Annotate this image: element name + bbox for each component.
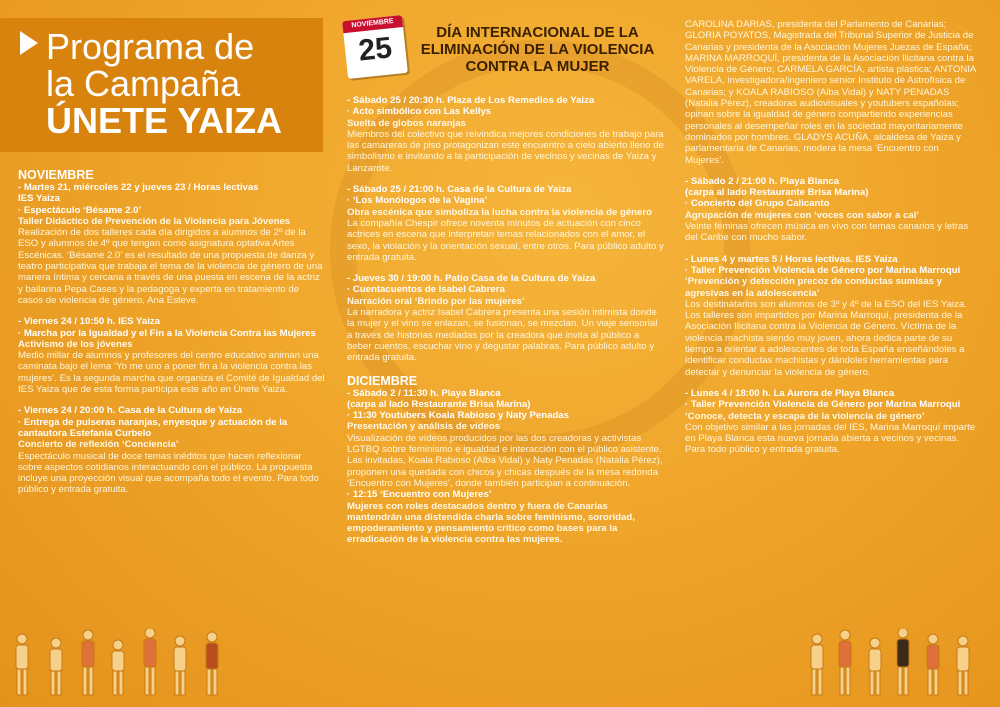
event-place: (carpa al lado Restaurante Brisa Marina) <box>347 398 531 410</box>
event-subtitle: Presentación y análisis de vídeos <box>347 421 501 433</box>
event-block <box>347 95 665 174</box>
month-heading: NOVIEMBRE <box>18 168 94 182</box>
event-subtitle: Narración oral ‘Brindo por las mujeres’ <box>347 295 525 307</box>
event-name: · Entrega de pulseras naranjas, enyesque y actuación de la cantautora Estefanía Curbelo <box>18 416 288 439</box>
event-name: · Taller Prevención Violencia de Género por Marina Marroqui <box>685 264 961 276</box>
title-line-3: ÚNETE YAIZA <box>46 100 283 141</box>
event-date: - Sábado 25 / 20:30 h. Plaza de Los Remedios de Yaiza <box>347 95 595 106</box>
title-line-1: Programa de <box>46 26 255 67</box>
calendar-icon <box>342 15 408 79</box>
event-description: Realización de dos talleres cada día dirigidos a alumnos de 2º de la ESO y alumnos de 4º que tengan como asignatura optativa Artes Escénicas. ‘Bésame 2.0’ es el resultado de una propuesta de danza y teatro participativa que trabaja el tema de la violencia de género de una manera íntima y cercana a través de una puesta en escena de la actriz y bailarina Pepa Cases y la pedagoga y experta en tratamiento de casos de violencia de género, Ana Esteve. <box>18 227 323 306</box>
event-place: (carpa al lado Restaurante Brisa Marina) <box>685 187 869 199</box>
event-date: - Sábado 2 / 11:30 h. Playa Blanca <box>347 387 501 399</box>
event-date: - Viernes 24 / 10:50 h. IES Yaiza <box>18 316 161 328</box>
event-name: · Espectáculo ‘Bésame 2.0’ <box>18 204 142 216</box>
event-subtitle: Obra escénica que simboliza la lucha contra la violencia de género <box>347 206 652 218</box>
page-title <box>20 28 320 139</box>
event-name: · 11:30 Youtubers Koala Rabioso y Naty Penadas <box>347 410 569 422</box>
column-3 <box>685 19 977 466</box>
person-figure <box>144 629 156 695</box>
event-block <box>685 254 977 378</box>
person-figure <box>174 636 186 695</box>
person-figure <box>897 629 909 695</box>
people-illustration-left <box>10 629 310 699</box>
person-figure <box>16 634 28 695</box>
event-description: La compañía Chespir ofrece noventa minutos de actuación con cinco actrices en escena que interpretan temas relacionados con el amor, el sexo, la violación y la orientación sexual, entre otros. Para público adulto y entrada gratuita. <box>347 217 664 263</box>
calendar-day: 25 <box>356 31 394 68</box>
event-date: - Jueves 30 / 19:00 h. Patio Casa de la Cultura de Yaiza <box>347 273 596 285</box>
event-block <box>347 388 665 490</box>
event-date: - Sábado 2 / 21:00 h. Playa Blanca <box>685 175 840 187</box>
column-1 <box>18 168 326 506</box>
event-subtitle: Mujeres con roles destacados dentro y fuera de Canarias mantendrán una distendida charla sobre feminismo, sororidad, empoderamiento y pensamiento crítico como bases para la erradicación de la violencia contra las mujeres. <box>347 500 635 546</box>
event-block <box>18 316 326 395</box>
person-figure <box>82 630 94 695</box>
event-date: - Lunes 4 y martes 5 / Horas lectivas. IES Yaiza <box>685 253 898 265</box>
person-figure <box>957 636 969 695</box>
calendar-month: NOVIEMBRE <box>342 15 403 33</box>
panel-intro-text: CAROLINA DARIAS, presidenta del Parlamento de Canarias; GLORIA POYATOS, Magistrada del Tribunal Superior de Justicia de Canarias y presidenta de la Asociación Mujeres Juezas de España; MARINA MARROQUÍ, presidenta de la Asociación Ilicitana contra la Violencia de Género; CARMELA GARCÍA, artista plástica; ANTONIA VARELA, investigadora/ingeniero senior Instituto de Astrofísica de Canarias; y KOALA RABIOSO (Alba Vidal) y NATY PENADAS (Natalia Pérez), creadoras audiovisuales y youtubers españolas; opinan sobre la igualdad de género compartiendo experiencias personales al desempeñar roles en la sociedad mayoritariamente dominados por hombres. GLADYS ACUÑA, alcaldesa de Yaiza y parlamentaria de Canarias, modera la mesa ‘Encuentro con Mujeres’. <box>685 19 976 166</box>
person-figure <box>811 634 823 695</box>
event-block <box>347 273 665 363</box>
event-date: - Sábado 25 / 21:00 h. Casa de la Cultura de Yaiza <box>347 184 572 196</box>
event-subtitle: Taller Didáctico de Prevención de la Violencia para Jóvenes <box>18 215 291 227</box>
event-description: Visualización de vídeos producidos por las dos creadoras y activistas LGTBQ sobre feminismo e igualdad e interacción con el público asistente. Las invitadas, Koala Rabioso (Alba Vidal) y Naty Penadas (Natalia Pérez), proponen una quedada con chicos y chicas después de la mesa redonda ‘Encuentro con Mujeres’, donde también participan a continuación. <box>347 432 663 489</box>
event-description: Medio millar de alumnos y profesores del centro educativo animan una caminata bajo el lema ‘Yo me uno a poner fin a la violencia contra las mujeres’. Es la segunda marcha que organiza el Comité de Igualdad del IES Yaiza que de esta forma participa este año en Únete Yaiza. <box>18 350 325 396</box>
event-title: DÍA INTERNACIONAL DE LA ELIMINACIÓN DE LA VIOLENCIA CONTRA LA MUJER <box>420 24 655 75</box>
event-name: · Taller Prevención Violencia de Género por Marina Marroqui <box>685 399 961 411</box>
event-block <box>685 176 977 244</box>
event-description: Con objetivo similar a las jornadas del IES, Marina Marroquí imparte en Playa Blanca esta nueva jornada abierta a vecinos y vecinas. Para todo público y entrada gratuita. <box>685 421 976 456</box>
event-subtitle: Concierto de reflexión ‘Conciencia’ <box>18 439 179 451</box>
title-line-2: la Campaña <box>46 63 241 104</box>
event-subtitle: Suelta de globos naranjas <box>347 117 466 129</box>
play-arrow-icon <box>20 31 38 55</box>
event-name: · ‘Los Monólogos de la Vagina’ <box>347 195 488 207</box>
person-figure <box>839 630 851 695</box>
event-block <box>18 405 326 495</box>
event-subtitle: Agrupación de mujeres con ‘voces con sabor a cal’ <box>685 209 920 221</box>
event-description: La narradora y actriz Isabel Cabrera presenta una sesión intimista donde la mujer y el vino se enlazan, se fusionan, se mezclan. Un viaje sensorial a través de historias mediadas por la creadora que invita al público a beber cuentos, escuchar vino y degustar palabras. Para público adulto y entrada gratuita. <box>347 307 658 364</box>
person-figure <box>869 638 881 695</box>
event-place: IES Yaiza <box>18 193 60 205</box>
event-date: - Martes 21, miércoles 22 y jueves 23 / Horas lectivas <box>18 182 259 193</box>
person-figure <box>50 638 62 695</box>
column-2 <box>347 95 665 546</box>
event-subtitle: ‘Prevención y detección precoz de conductas sumisas y agresivas en la adolescencia’ <box>685 276 942 299</box>
event-subtitle: ‘Conoce, detecta y escapa de la violencia de género’ <box>685 410 925 422</box>
event-name: · Concierto del Grupo Calicanto <box>685 198 830 210</box>
event-description: Los destinatarios son alumnos de 3º y 4º de la ESO del IES Yaiza. Los talleres son impartidos por Marina Marroquí, presidenta de la Asociación Ilicitana contra la Violencia de Género. Víctima de la violencia machista siendo muy joven, ahora dedica parte de su tiempo a orientar a adolescentes de toda España enseñándoles a identificar conductas machistas y dándoles herramientas para detectar y denunciar la violencia de género. <box>685 298 967 378</box>
event-subtitle: Activismo de los jóvenes <box>18 338 133 350</box>
event-date: - Lunes 4 / 18:00 h. La Aurora de Playa Blanca <box>685 387 895 399</box>
person-figure <box>206 632 218 695</box>
event-name: · Cuentacuentos de Isabel Cabrera <box>347 284 505 296</box>
people-illustration-right <box>805 629 985 699</box>
event-block <box>347 489 665 545</box>
month-heading: DICIEMBRE <box>347 373 418 388</box>
person-figure <box>112 640 124 695</box>
event-name: · Acto simbólico con Las Kellys <box>347 106 492 118</box>
event-block <box>685 388 977 456</box>
event-description: Espectáculo musical de doce temas inéditos que hacen reflexionar sobre aspectos cotidianos interactuando con el público. La propuesta incluye una proyección visual que acompaña todo el evento. Para todo público y entrada gratuita. <box>18 450 319 496</box>
event-name: · Marcha por la Igualdad y el Fin a la Violencia Contra las Mujeres <box>18 327 316 339</box>
event-block <box>347 184 665 263</box>
event-description: Miembros del colectivo que reivindica mejores condiciones de trabajo para las camareras de piso protagonizan este encuentro a cielo abierto lleno de simbolismo e invitando a la participación de vecinos y vecinas de Yaiza y Lanzarote. <box>347 128 664 174</box>
event-block <box>18 182 326 306</box>
event-name: · 12:15 ‘Encuentro con Mujeres’ <box>347 489 492 501</box>
event-description: Veinte féminas ofrecen música en vivo con temas canarios y letras del Caribe con mucho sabor. <box>685 221 969 244</box>
event-date: - Viernes 24 / 20:00 h. Casa de la Cultura de Yaiza <box>18 405 243 417</box>
person-figure <box>927 634 939 695</box>
